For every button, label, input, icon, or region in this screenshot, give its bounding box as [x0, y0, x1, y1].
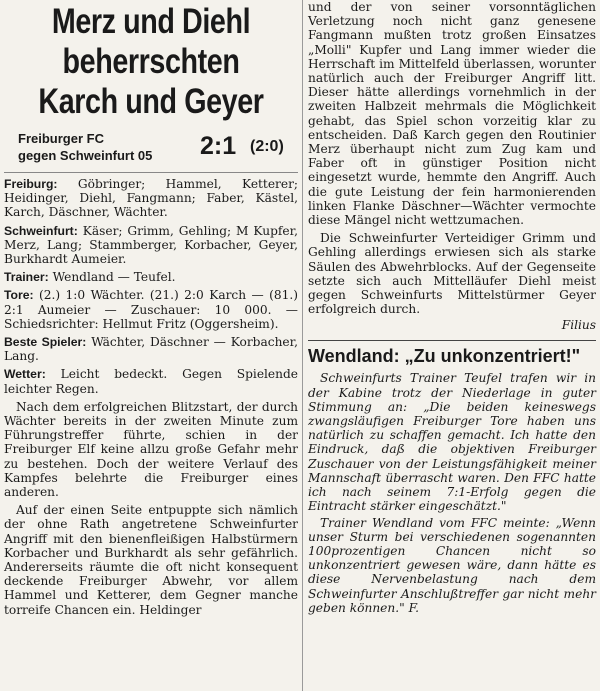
report-paragraph: und der von seiner vorsonntäglichen Verletzung noch nicht ganz genesene Fangmann mußten trotz großen Einsatzes „Molli" Kupfer und Lang immer wieder die Herrschaft im Mittelfeld überlassen, worunter natürlich auch der Freiburger Angriff litt. Dieser hätte allerdings vornehmlich in der zweiten Halbzeit mehrmals die Möglichkeit gehabt, das Spiel schon vorzeitig klar zu entscheiden. Daß Karch gegen den Routinier Merz überhaupt nicht zum Zug kam und Faber oft in günstiger Position nicht eingesetzt wurde, hemmte den Angriff. Auch die gute Leistung der fein harmonierenden linken Flanke Däschner—Wächter vermochte diese Mängel nicht wettzumachen.	[308, 0, 596, 228]
match-facts	[4, 177, 298, 396]
fact-label: Trainer:	[4, 270, 49, 285]
left-column	[4, 0, 298, 621]
fact-label: Schweinfurt:	[4, 223, 78, 238]
final-score: 2:1	[200, 132, 237, 160]
match-result	[4, 128, 298, 172]
fact-weather	[4, 367, 298, 395]
fact-text: Käser; Grimm, Gehling; M Kupfer, Merz, Lang; Stammberger, Korbacher, Geyer, Burkhardt Aumeier.	[4, 223, 298, 267]
headline-line: Karch und Geyer	[38, 82, 264, 121]
right-column	[308, 0, 596, 617]
fact-text: Wendland — Teufel.	[52, 270, 176, 285]
separator-rule	[4, 172, 298, 173]
fact-text: Leicht bedeckt. Gegen Spielende leichter Regen.	[4, 367, 298, 396]
report-paragraph: Auf der einen Seite entpuppte sich nämlich der ohne Rath angetretene Schweinfurter Angriff mit den bienenfleißigen Halbstürmern Korbacher und Burkhardt als sehr gefährlich. Andererseits räumte die oft nicht konsequent deckende Freiburger Abwehr, vor allem Hammel und Ketterer, dem Gegner manche torreife Chancen ein. Heldinger	[4, 503, 298, 617]
halftime-score: (2:0)	[250, 138, 284, 155]
headline	[30, 2, 271, 122]
author-byline: Filius	[561, 318, 596, 333]
fact-text: (2.) 1:0 Wächter. (21.) 2:0 Karch — (81.) 2:1 Aumeier — Zuschauer: 10 000. — Schiedsrichter: Hellmut Fritz (Oggersheim).	[4, 288, 298, 331]
fact-trainer	[4, 270, 298, 284]
fact-label: Beste Spieler:	[4, 335, 87, 350]
fact-freiburg	[4, 177, 298, 220]
quote-box	[308, 340, 596, 614]
headline-line: beherrschten	[62, 42, 240, 81]
quote-paragraph: Trainer Wendland vom FFC meinte: „Wenn unser Sturm bei verschiedenen sogenannten 100prozentigen Chancen nicht so unkonzentriert gewesen wäre, dann hätte es diese Nervenbelastung nach dem Schweinfurter Anschlußtreffer gar nicht mehr geben können." F.	[308, 515, 596, 615]
fact-label: Tore:	[4, 288, 34, 303]
match-teams	[18, 130, 152, 164]
away-team: gegen Schweinfurt 05	[18, 148, 153, 163]
report-paragraph: Nach dem erfolgreichen Blitzstart, der durch Wächter bereits in der zweiten Minute zum Führungstreffer führte, schien in der Freiburger Elf keine allzu große Gefahr mehr zu bestehen. Doch der weitere Verlauf des Kampfes belehrte die Freiburger eines anderen.	[4, 399, 298, 500]
report-paragraph: Die Schweinfurter Verteidiger Grimm und Gehling allerdings erwiesen sich als starke Säulen des Abwehrblocks. Auf der Gegenseite setzte sich auch Mittelläufer Diehl meist gegen Schweinfurts Mittelstürmer Geyer erfolgreich durch.	[308, 231, 596, 317]
quote-paragraph: Schweinfurts Trainer Teufel trafen wir in der Kabine trotz der Niederlage in guter Stimmung an: „Die beiden keineswegs zwangsläufigen Freiburger Tore haben uns natürlich zu schaffen gemacht. Ich hatte den Eindruck, daß die objektiven Freiburger Zuschauer von der Leistungsfähigkeit meiner Mannschaft überrascht waren. Den FFC hatte ich nach seinem 7:1-Erfolg gegen die Eintracht stärker eingeschätzt."	[308, 371, 596, 514]
quote-box-body	[308, 371, 596, 614]
fact-best-players	[4, 335, 298, 363]
fact-schweinfurt	[4, 224, 298, 267]
fact-text: Wächter, Däschner — Korbacher, Lang.	[4, 335, 298, 364]
fact-goals	[4, 288, 298, 331]
column-divider	[302, 0, 303, 691]
quote-box-title: Wendland: „Zu unkonzentriert!"	[308, 346, 581, 367]
home-team: Freiburger FC	[18, 131, 104, 146]
report-left	[4, 400, 298, 617]
fact-label: Wetter:	[4, 367, 46, 382]
fact-text: Göbringer; Hammel, Ketterer; Heidinger, Diehl, Fangmann; Faber, Kästel, Karch, Däschner, Wächter.	[4, 177, 299, 220]
report-right	[308, 0, 596, 316]
fact-label: Freiburg:	[4, 177, 58, 191]
headline-line: Merz und Diehl	[51, 2, 251, 41]
